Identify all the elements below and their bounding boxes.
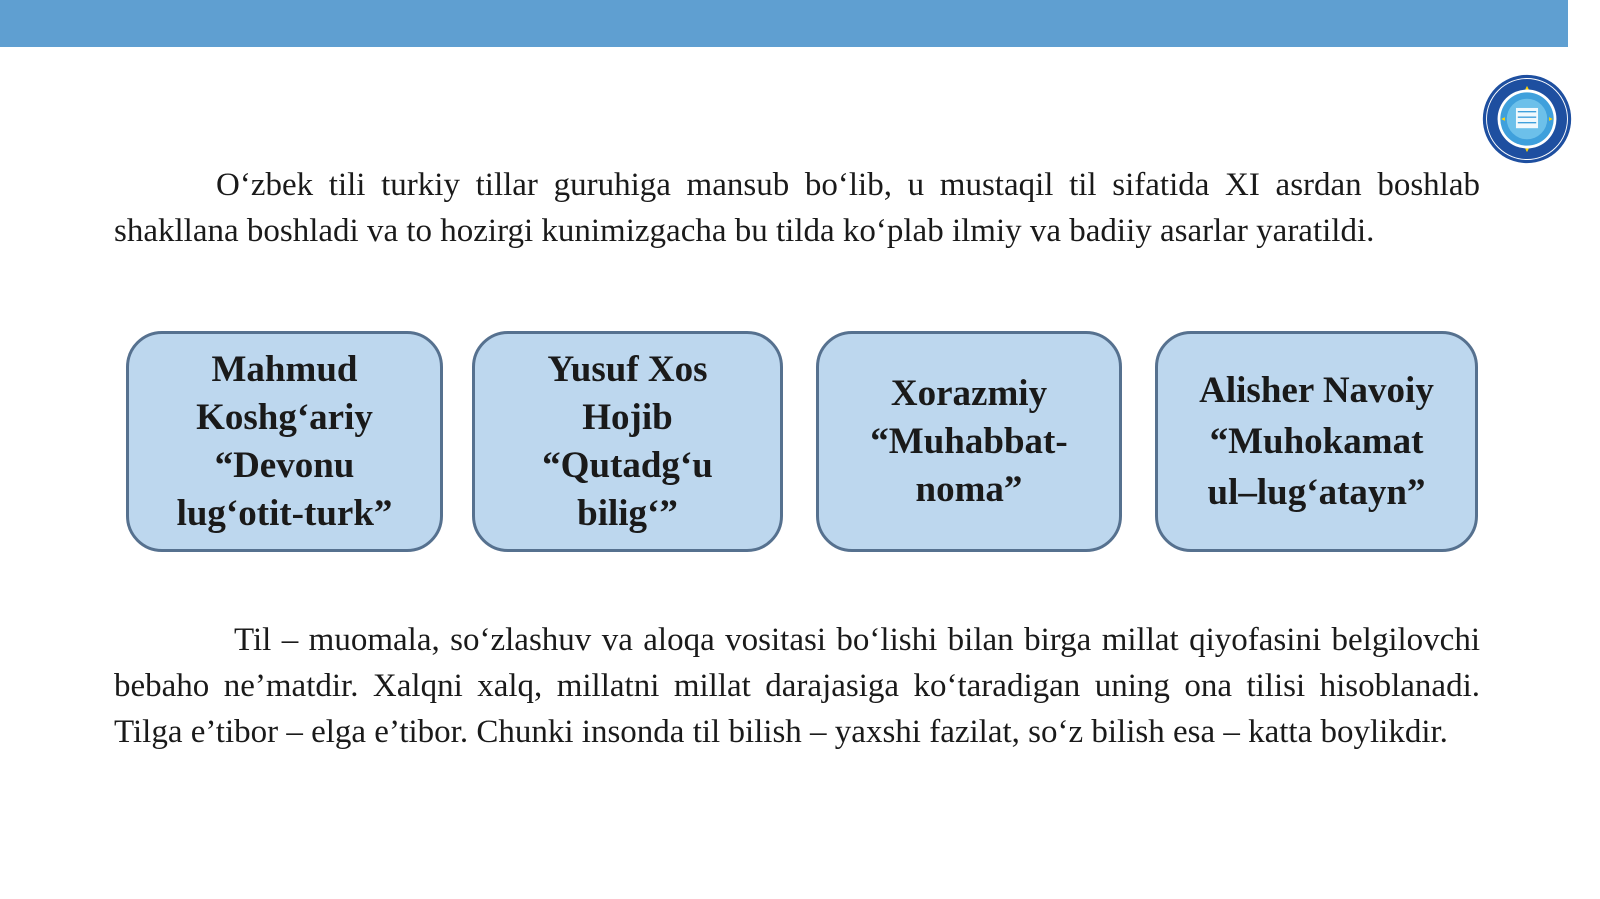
intro-paragraph: O‘zbek tili turkiy tillar guruhiga mansub bo‘lib, u mustaqil til sifatida XI asrdan boshlab shakllana boshladi va to hozirgi kunimizgacha bu tilda ko‘plab ilmiy va badiiy asarlar yaratildi. <box>114 167 1480 249</box>
author-box-label: Yusuf Xos Hojib “Qutadg‘u bilig‘” <box>542 348 713 534</box>
top-header-bar <box>0 0 1568 47</box>
university-seal-icon <box>1481 73 1573 165</box>
closing-paragraph: Til – muomala, so‘zlashuv va aloqa vositasi bo‘lishi bilan birga millat qiyofasini belgilovchi bebaho ne’matdir. Xalqni xalq, millatni millat darajasiga ko‘taradigan uning ona tilisi hisoblanadi. Tilga e’tibor – elga e’tibor. Chunki insonda til bilish – yaxshi fazilat, so‘z bilish esa – katta boylikdir. <box>114 622 1480 750</box>
author-box-xorazmiy <box>816 331 1122 552</box>
author-box-label: Alisher Navoiy “Muhokamat ul–lug‘atayn” <box>1199 370 1434 513</box>
author-box-label: Mahmud Koshg‘ariy “Devonu lug‘otit-turk” <box>176 348 393 534</box>
author-box-label: Xorazmiy “Muhabbat- noma” <box>870 372 1068 510</box>
author-box-alisher-navoiy <box>1155 331 1478 552</box>
author-box-mahmud-koshgariy <box>126 331 443 552</box>
author-box-yusuf-xos-hojib <box>472 331 783 552</box>
